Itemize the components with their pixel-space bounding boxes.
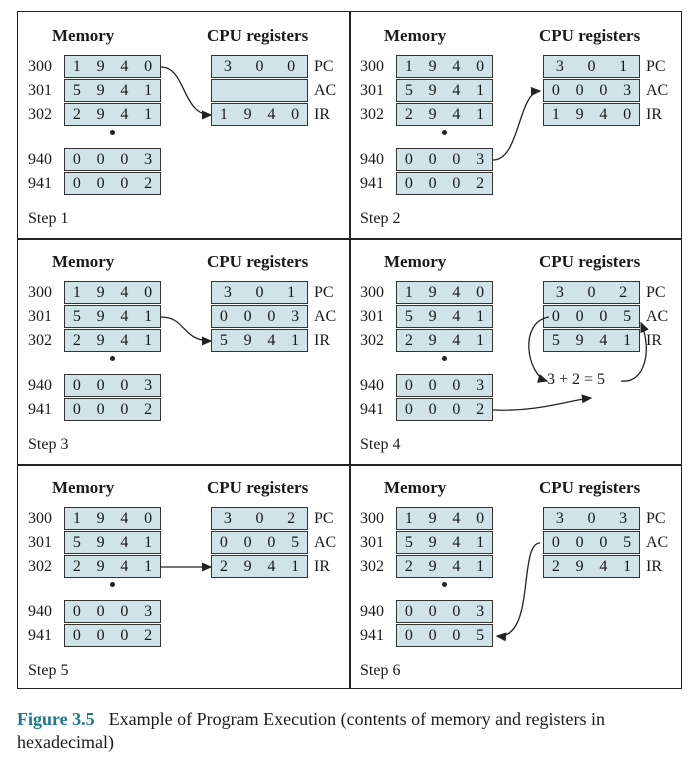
cell-digit: 0 (96, 174, 105, 192)
cell-digit: 1 (144, 331, 153, 349)
memory-address: 941 (360, 175, 384, 192)
memory-address: 300 (28, 510, 52, 527)
cell-digit: 2 (476, 400, 485, 418)
memory-address: 940 (28, 603, 52, 620)
cell-digit: 1 (291, 331, 300, 349)
memory-address: 941 (28, 175, 52, 192)
cell-digit: 9 (428, 533, 437, 551)
cell-digit: 0 (551, 533, 560, 551)
cell-digit: 4 (120, 533, 129, 551)
cell-digit: 1 (144, 105, 153, 123)
memory-address: 302 (360, 332, 384, 349)
memory-address: 940 (360, 603, 384, 620)
cell-digit: 0 (96, 626, 105, 644)
memory-header: Memory (52, 252, 115, 271)
cell-digit: 0 (575, 533, 584, 551)
cell-digit: 2 (72, 331, 81, 349)
figure-number: Figure 3.5 (17, 709, 95, 729)
cell-digit: 0 (96, 400, 105, 418)
cell-digit: 3 (291, 307, 300, 325)
cell-digit: 0 (96, 376, 105, 394)
cell-digit: 9 (96, 509, 105, 527)
cell-digit: 1 (72, 509, 81, 527)
cell-digit: 0 (428, 626, 437, 644)
flow-arrows (350, 464, 682, 690)
cell-digit: 5 (551, 331, 560, 349)
cell-digit: 4 (267, 557, 276, 575)
flow-arrows (350, 12, 682, 238)
cpu-registers-header: CPU registers (207, 26, 309, 45)
cell-digit: 9 (428, 81, 437, 99)
cell-digit: 3 (144, 602, 153, 620)
register-name: PC (646, 58, 666, 75)
cell-digit: 0 (144, 57, 153, 75)
cell-digit: 0 (452, 150, 461, 168)
memory-header: Memory (384, 252, 447, 271)
memory-address: 941 (360, 401, 384, 418)
cell-digit: 0 (404, 602, 413, 620)
cell-digit: 3 (555, 57, 564, 75)
cell-digit: 0 (428, 150, 437, 168)
register-name: AC (314, 82, 337, 99)
cell-digit: 4 (452, 533, 461, 551)
cell-digit: 9 (96, 533, 105, 551)
cell-digit: 0 (72, 174, 81, 192)
cell-digit: 0 (144, 283, 153, 301)
cell-digit: 2 (287, 509, 296, 527)
memory-address: 940 (28, 377, 52, 394)
cell-digit: 0 (428, 376, 437, 394)
cell-digit: 0 (599, 81, 608, 99)
cell-digit: 0 (599, 533, 608, 551)
register-name: IR (646, 558, 662, 575)
cell-digit: 3 (223, 283, 232, 301)
cell-digit: 0 (428, 174, 437, 192)
cell-digit: 1 (476, 331, 485, 349)
register-name: IR (314, 332, 330, 349)
cell-digit: 3 (619, 509, 628, 527)
cell-digit: 1 (72, 283, 81, 301)
cell-digit: 4 (599, 557, 608, 575)
cell-digit: 1 (287, 283, 296, 301)
memory-address: 300 (360, 284, 384, 301)
cell-digit: 0 (452, 626, 461, 644)
cell-digit: 4 (120, 81, 129, 99)
memory-header: Memory (384, 478, 447, 497)
cell-digit: 4 (452, 557, 461, 575)
cell-digit: 0 (267, 307, 276, 325)
register-name: IR (314, 558, 330, 575)
memory-address: 301 (360, 82, 384, 99)
cell-digit: 1 (219, 105, 228, 123)
cell-digit: 9 (428, 307, 437, 325)
cell-digit: 9 (575, 331, 584, 349)
cell-digit: 1 (476, 105, 485, 123)
step-label: Step 3 (28, 436, 69, 453)
cell-digit: 1 (144, 557, 153, 575)
cell-digit: 2 (404, 105, 413, 123)
cell-digit: 2 (144, 400, 153, 418)
register-name: IR (646, 106, 662, 123)
cell-digit: 1 (623, 557, 632, 575)
cell-digit: 9 (243, 105, 252, 123)
cell-digit: 3 (476, 150, 485, 168)
cell-digit: 0 (551, 81, 560, 99)
cell-digit: 4 (120, 57, 129, 75)
cell-digit: 4 (120, 307, 129, 325)
flow-arrows (18, 464, 350, 690)
memory-address: 302 (360, 558, 384, 575)
memory-header: Memory (384, 26, 447, 45)
cell-digit: 5 (72, 307, 81, 325)
cell-digit: 0 (255, 283, 264, 301)
cell-digit: 0 (120, 150, 129, 168)
register-name: AC (314, 308, 337, 325)
cell-digit: 2 (404, 331, 413, 349)
cpu-registers-header: CPU registers (539, 478, 641, 497)
cell-digit: 2 (476, 174, 485, 192)
cell-digit: 1 (476, 557, 485, 575)
memory-address: 941 (28, 627, 52, 644)
cell-digit: 0 (243, 307, 252, 325)
memory-address: 940 (360, 377, 384, 394)
cell-digit: 9 (96, 307, 105, 325)
cell-digit: 0 (476, 509, 485, 527)
cell-digit: 0 (404, 376, 413, 394)
cell-digit: 4 (120, 331, 129, 349)
cell-digit: 3 (144, 150, 153, 168)
register-name: AC (314, 534, 337, 551)
cell-digit: 1 (623, 331, 632, 349)
cell-digit: 2 (72, 105, 81, 123)
cell-digit: 4 (599, 331, 608, 349)
caption-text: Example of Program Execution (contents of memory and registers in hexadecimal) (17, 709, 606, 752)
step-panel-3 (18, 238, 350, 464)
register-name: IR (646, 332, 662, 349)
cell-digit: 4 (599, 105, 608, 123)
data-flow-arrow (161, 317, 211, 341)
cell-digit: 4 (267, 331, 276, 349)
memory-address: 302 (28, 106, 52, 123)
cell-digit: 3 (555, 283, 564, 301)
cell-digit: 9 (243, 331, 252, 349)
step-label: Step 6 (360, 662, 401, 679)
cell-digit: 0 (120, 174, 129, 192)
cell-digit: 5 (623, 533, 632, 551)
memory-address: 301 (360, 308, 384, 325)
cell-digit: 0 (267, 533, 276, 551)
cell-digit: 3 (223, 509, 232, 527)
cell-digit: 0 (96, 602, 105, 620)
cell-digit: 0 (587, 509, 596, 527)
cell-digit: 0 (587, 57, 596, 75)
cell-digit: 0 (587, 283, 596, 301)
cell-digit: 0 (623, 105, 632, 123)
cell-digit: 4 (120, 283, 129, 301)
cell-digit: 4 (452, 509, 461, 527)
step-panel-1 (18, 12, 350, 238)
cell-digit: 0 (72, 400, 81, 418)
cell-digit: 4 (120, 509, 129, 527)
cell-digit: 1 (144, 307, 153, 325)
cell-digit: 0 (120, 376, 129, 394)
cell-digit: 5 (291, 533, 300, 551)
cell-digit: 1 (619, 57, 628, 75)
cell-digit: 4 (452, 81, 461, 99)
register-name: PC (314, 58, 334, 75)
memory-header: Memory (52, 478, 115, 497)
memory-header: Memory (52, 26, 115, 45)
cell-digit: 9 (428, 283, 437, 301)
cell-digit: 0 (404, 174, 413, 192)
cell-digit: 5 (404, 307, 413, 325)
cell-digit: 1 (291, 557, 300, 575)
cell-digit: 0 (452, 400, 461, 418)
memory-address: 300 (28, 284, 52, 301)
cell-digit: 0 (599, 307, 608, 325)
cell-digit: 9 (96, 557, 105, 575)
cell-digit: 9 (428, 57, 437, 75)
cell-digit: 4 (452, 105, 461, 123)
cell-digit: 1 (476, 307, 485, 325)
cell-digit: 1 (476, 81, 485, 99)
cell-digit: 2 (144, 174, 153, 192)
step-label: Step 4 (360, 436, 401, 453)
data-flow-arrow (621, 323, 646, 381)
register-name: AC (646, 308, 669, 325)
flow-arrows (350, 238, 682, 464)
register-name: AC (646, 82, 669, 99)
cell-digit: 9 (96, 105, 105, 123)
cell-digit: 5 (219, 331, 228, 349)
cell-digit: 0 (452, 602, 461, 620)
cell-digit: 0 (291, 105, 300, 123)
cell-digit: 2 (144, 626, 153, 644)
cpu-registers-header: CPU registers (539, 252, 641, 271)
data-flow-arrow (493, 398, 591, 410)
step-label: Step 2 (360, 210, 401, 227)
cell-digit: 9 (428, 105, 437, 123)
flow-arrows (18, 12, 350, 238)
cell-digit: 9 (96, 283, 105, 301)
register-name: PC (646, 284, 666, 301)
cell-digit: 0 (428, 400, 437, 418)
cell-digit: 9 (428, 509, 437, 527)
cell-digit: 4 (452, 307, 461, 325)
cell-digit: 0 (287, 57, 296, 75)
memory-address: 300 (360, 510, 384, 527)
step-panel-5 (18, 464, 350, 690)
memory-address: 301 (28, 82, 52, 99)
cell-digit: 2 (219, 557, 228, 575)
cell-digit: 0 (72, 376, 81, 394)
data-flow-arrow (161, 67, 211, 115)
memory-address: 301 (28, 308, 52, 325)
register-name: PC (314, 510, 334, 527)
cell-digit: 0 (404, 400, 413, 418)
cell-digit: 0 (452, 174, 461, 192)
cell-digit: 5 (404, 81, 413, 99)
cell-digit: 4 (267, 105, 276, 123)
cell-digit: 9 (428, 331, 437, 349)
cell-digit: 4 (452, 283, 461, 301)
cell-digit: 0 (404, 150, 413, 168)
memory-address: 941 (360, 627, 384, 644)
cell-digit: 4 (452, 57, 461, 75)
register-name: PC (646, 510, 666, 527)
cell-digit: 3 (476, 602, 485, 620)
step-label: Step 1 (28, 210, 69, 227)
step-panel-4 (350, 238, 682, 464)
cell-digit: 5 (72, 81, 81, 99)
cell-digit: 0 (255, 509, 264, 527)
figure-caption (17, 708, 682, 754)
cell-digit: 3 (555, 509, 564, 527)
cell-digit: 0 (428, 602, 437, 620)
cell-digit: 3 (223, 57, 232, 75)
cell-digit: 3 (623, 81, 632, 99)
cell-digit: 4 (120, 105, 129, 123)
cell-digit: 5 (476, 626, 485, 644)
step-panel-2 (350, 12, 682, 238)
cell-digit: 9 (428, 557, 437, 575)
memory-address: 300 (28, 58, 52, 75)
data-flow-arrow (497, 543, 540, 636)
cpu-registers-header: CPU registers (539, 26, 641, 45)
cell-digit: 9 (575, 105, 584, 123)
cell-digit: 2 (619, 283, 628, 301)
cell-digit: 1 (551, 105, 560, 123)
data-flow-arrow (529, 317, 549, 381)
cell-digit: 0 (120, 400, 129, 418)
cell-digit: 9 (96, 57, 105, 75)
memory-address: 301 (360, 534, 384, 551)
cell-digit: 0 (452, 376, 461, 394)
register-name: PC (314, 284, 334, 301)
cell-digit: 2 (404, 557, 413, 575)
cell-digit: 1 (404, 283, 413, 301)
register-name: AC (646, 534, 669, 551)
cell-digit: 1 (404, 57, 413, 75)
memory-address: 302 (28, 558, 52, 575)
memory-address: 940 (28, 151, 52, 168)
cell-digit: 3 (476, 376, 485, 394)
cell-digit: 9 (575, 557, 584, 575)
cell-digit: 9 (96, 331, 105, 349)
cell-digit: 5 (623, 307, 632, 325)
cell-digit: 0 (144, 509, 153, 527)
cell-digit: 4 (120, 557, 129, 575)
register-name: IR (314, 106, 330, 123)
cell-digit: 0 (219, 307, 228, 325)
cell-digit: 1 (144, 81, 153, 99)
cell-digit: 0 (575, 81, 584, 99)
cell-digit: 0 (255, 57, 264, 75)
cell-digit: 0 (72, 602, 81, 620)
memory-address: 941 (28, 401, 52, 418)
memory-address: 300 (360, 58, 384, 75)
cell-digit: 0 (120, 626, 129, 644)
cell-digit: 1 (476, 533, 485, 551)
memory-address: 940 (360, 151, 384, 168)
cell-digit: 1 (404, 509, 413, 527)
cell-digit: 0 (575, 307, 584, 325)
cell-digit: 9 (96, 81, 105, 99)
memory-address: 302 (28, 332, 52, 349)
cpu-registers-header: CPU registers (207, 252, 309, 271)
flow-arrows (18, 238, 350, 464)
cell-digit: 0 (72, 150, 81, 168)
memory-address: 302 (360, 106, 384, 123)
cell-digit: 1 (72, 57, 81, 75)
cell-digit: 0 (243, 533, 252, 551)
cell-digit: 0 (120, 602, 129, 620)
cell-digit: 0 (476, 283, 485, 301)
data-flow-arrow (493, 91, 540, 160)
memory-address: 301 (28, 534, 52, 551)
cell-digit: 1 (144, 533, 153, 551)
program-execution-figure (17, 11, 682, 689)
step-panel-6 (350, 464, 682, 690)
cell-digit: 0 (476, 57, 485, 75)
addition-annotation: 3 + 2 = 5 (547, 371, 606, 388)
cell-digit: 0 (96, 150, 105, 168)
cell-digit: 0 (551, 307, 560, 325)
cell-digit: 2 (551, 557, 560, 575)
cell-digit: 0 (404, 626, 413, 644)
cell-digit: 5 (72, 533, 81, 551)
cell-digit: 3 (144, 376, 153, 394)
cell-digit: 0 (219, 533, 228, 551)
cell-digit: 4 (452, 331, 461, 349)
cpu-registers-header: CPU registers (207, 478, 309, 497)
step-label: Step 5 (28, 662, 69, 679)
cell-digit: 0 (72, 626, 81, 644)
cell-digit: 5 (404, 533, 413, 551)
cell-digit: 9 (243, 557, 252, 575)
cell-digit: 2 (72, 557, 81, 575)
